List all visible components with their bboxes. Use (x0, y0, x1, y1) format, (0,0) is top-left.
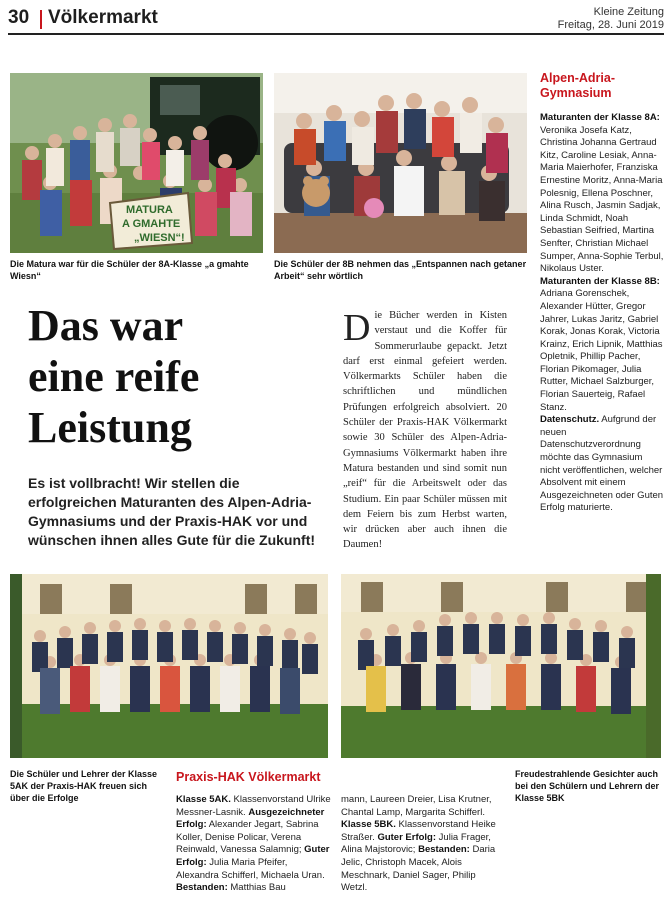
photo-class-5bk (341, 574, 661, 758)
praxis-heading: Praxis-HAK Völkermarkt (176, 770, 321, 784)
header-rule (8, 33, 664, 35)
page-number: 30 (8, 7, 30, 28)
praxis-column-1 (176, 794, 332, 895)
passed-label-5bk: Bestanden: (418, 844, 470, 856)
headline (28, 300, 318, 453)
gymnasium-heading: Alpen-Adria-Gymnasium (540, 71, 615, 100)
section-divider (40, 10, 42, 29)
photo-class-8b (274, 73, 527, 253)
article-body-text: ie Bücher werden in Kisten verstaut und die Koffer für Sommerurlaube gepackt. Jetzt darf erst einmal gefeiert werden. Völkermarkts Schüler haben die schriftlichen und mündlichen Prüfungen erfolgreich absolviert. 20 Schüler der Praxis-HAK Völkermarkt sowie 30 Schüler des Alpen-Adria-Gymnasiums Völkermarkt haben ihre Matura bestanden und sind somit nun „reif“ für die Arbeitswelt oder das Studium. Ein paar Schüler müssen mit dem Feiern bis zum Herbst warten, wir drücken aber auch ihnen die Daumen! (343, 310, 507, 551)
good-label-5bk: Guter Erfolg: (377, 831, 437, 843)
class-8b-names: Adriana Gorenschek, Alexander Hütter, Gregor Jahrer, Lukas Jaritz, Gabriel Korak, Jonas Korak, Victoria Krainz, Erich Lipnik, Matthias Opletnik, Phillip Pacher, Florian Pikomager, Julia Rutter, Michael Salzburger, Florian Sauerteig, Rafael Stanz. (540, 288, 663, 413)
caption-class-5bk: Freudestrahlende Gesichter auch bei den Schülern und Lehrern der Klasse 5BK (515, 769, 660, 803)
article-body (343, 308, 507, 553)
class-8b-label: Maturanten der Klasse 8B: (540, 275, 660, 287)
privacy-label: Datenschutz. (540, 414, 600, 426)
sign-text-2: A GMAHTE (122, 218, 181, 230)
sign-text-1: MATURA (126, 204, 173, 216)
caption-class-8a: Die Matura war für die Schüler der 8A-Klasse „a gmahte Wiesn“ (10, 259, 249, 281)
issue-date: Freitag, 28. Juni 2019 (557, 19, 664, 31)
class-5bk-teacher: Klassenvorstand Heike Straßer. (341, 819, 496, 843)
class-8a-names: Veronika Josefa Katz, Christina Johanna Gertraud Kitz, Caroline Lesiak, Anna-Maria Maierhofer, Franziska Ernestine Moritz, Anna-Maria Polesnig, Ellena Poschner, Alina Rusch, Jasmin Sadjak, Linda Schmidt, Noah Sebastian Seifried, Martina Senfter, Christian Michael Sumper, Anna-Sophie Terbul, Nikolaus Uster. (540, 124, 664, 275)
lead-paragraph: Es ist vollbracht! Wir stellen die erfolgreichen Maturanten des Alpen-Adria-Gymnasiums und der Praxis-HAK vor und wünschen ihnen alles Gute für die Zukunft! (28, 475, 316, 548)
class-5ak-teacher: Klassenvorstand Ulrike Messner-Lasnik. (176, 794, 331, 818)
gymnasium-list (540, 112, 664, 515)
newspaper-name: Kleine Zeitung (593, 6, 664, 18)
headline-line-3: Leistung (28, 403, 192, 452)
headline-line-2: eine reife (28, 352, 200, 401)
caption-class-8b: Die Schüler der 8B nehmen das „Entspannen nach getaner Arbeit“ sehr wörtlich (274, 259, 527, 281)
good-5bk: Julia Frager, Alina Majstorovic; (341, 831, 491, 856)
class-8a-label: Maturanten der Klasse 8A: (540, 112, 660, 123)
class-5bk-label: Klasse 5BK. (341, 819, 396, 831)
photo-class-8a (10, 73, 263, 253)
passed-label-5ak: Bestanden: (176, 882, 228, 894)
drop-cap: D (343, 307, 371, 349)
photo-class-5ak (10, 574, 328, 758)
section-title: Völkermarkt (48, 7, 158, 28)
page-header (0, 0, 672, 36)
good-5ak: Julia Maria Pfeifer, Alexandra Schifferl, Michaela Uran. (176, 856, 325, 881)
good-label-5ak: Guter Erfolg: (176, 844, 330, 868)
praxis-column-2 (341, 794, 497, 895)
passed-5bk: Daria Jelic, Christoph Macek, Alois Meschnark, Daniel Sager, Philip Wetzl. (341, 844, 496, 894)
caption-class-5ak: Die Schüler und Lehrer der Klasse 5AK der Praxis-HAK freuen sich über die Erfolge (10, 769, 158, 803)
excellent-label-5ak: Ausgezeichneter Erfolg: (176, 806, 325, 831)
privacy-text: Aufgrund der neuen Datenschutzverordnung möchte das Gymnasium nicht veröffentlichen, welcher Absolvent mit einem Ausgezeichneten oder Guten Erfolg maturierte. (540, 414, 664, 514)
class-5ak-label: Klasse 5AK. (176, 794, 231, 805)
sign-text-3: „WIESN“! (134, 232, 185, 244)
excellent-5ak: Alexander Jegart, Sabrina Koller, Denise Policar, Verena Reinwald, Vanessa Salamnig; (176, 819, 319, 856)
headline-line-1: Das war (28, 301, 184, 350)
passed-5ak-continued: mann, Laureen Dreier, Lisa Krutner, Chantal Lamp, Margarita Schifferl. (341, 794, 492, 818)
passed-5ak: Matthias Bau (227, 882, 286, 894)
